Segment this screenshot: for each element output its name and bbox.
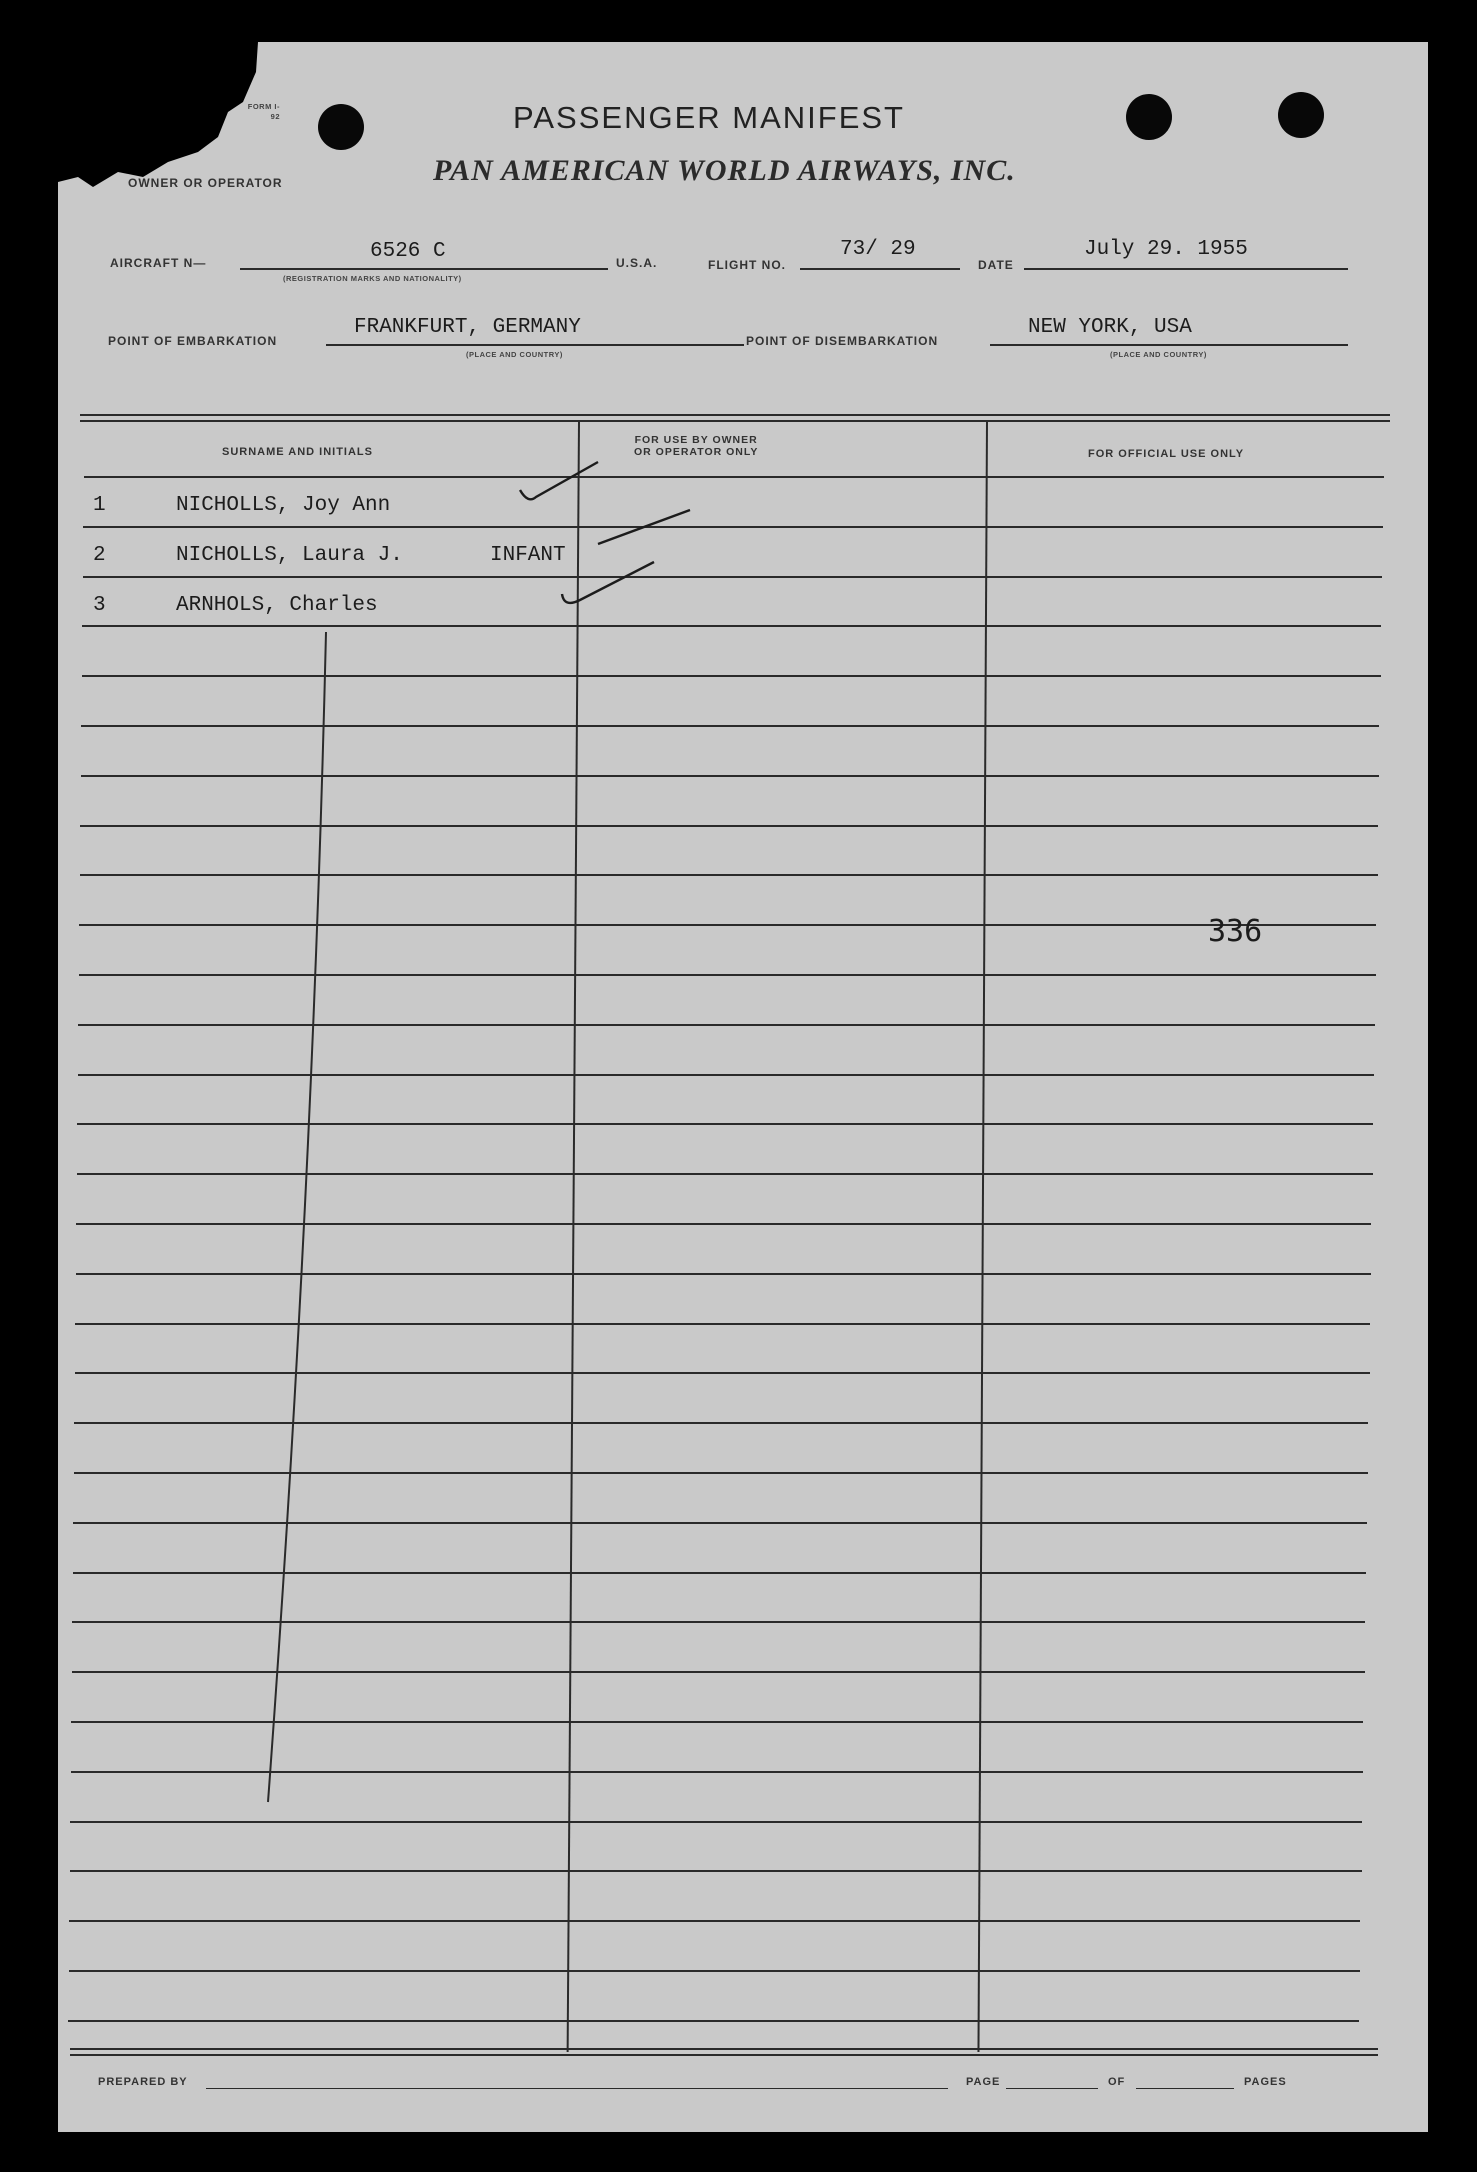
usa-label: U.S.A. — [616, 256, 658, 270]
row-3-name: ARNHOLS, Charles — [176, 594, 378, 617]
embark-label: POINT OF EMBARKATION — [108, 334, 278, 348]
pages-label: PAGES — [1244, 2076, 1287, 2088]
embark-value: FRANKFURT, GERMANY — [354, 316, 581, 339]
row-3-number: 3 — [93, 594, 106, 617]
owner-label: OWNER OR OPERATOR — [128, 176, 283, 190]
row-2-number: 2 — [93, 544, 106, 567]
row-1-name: NICHOLLS, Joy Ann — [176, 494, 391, 517]
manifest-sheet — [58, 42, 1428, 2132]
prepared-line — [206, 2088, 948, 2089]
page-line — [1006, 2088, 1098, 2089]
disembark-label: POINT OF DISEMBARKATION — [746, 334, 939, 348]
page-title: PASSENGER MANIFEST — [513, 100, 905, 135]
handwritten-vertical-line — [268, 632, 326, 1802]
registration-note: (REGISTRATION MARKS AND NATIONALITY) — [283, 274, 462, 283]
aircraft-value: 6526 C — [370, 240, 446, 263]
check-marks — [58, 42, 1428, 2132]
row-1-number: 1 — [93, 494, 106, 517]
aircraft-label: AIRCRAFT N— — [110, 256, 207, 270]
flight-value: 73/ 29 — [840, 238, 916, 261]
col3-header: FOR OFFICIAL USE ONLY — [1088, 448, 1245, 460]
disembark-note: (PLACE AND COUNTRY) — [1110, 350, 1207, 359]
stamp-number: 336 — [1208, 914, 1263, 949]
table-bottom-rule — [70, 2048, 1378, 2050]
dash-mark-2 — [598, 510, 690, 544]
date-value: July 29. 1955 — [1084, 238, 1248, 261]
disembark-value: NEW YORK, USA — [1028, 316, 1192, 339]
row-2-note: INFANT — [490, 544, 566, 567]
company-name: PAN AMERICAN WORLD AIRWAYS, INC. — [433, 154, 1016, 187]
col1-header: SURNAME AND INITIALS — [222, 446, 373, 458]
table-bottom-rule-2 — [70, 2054, 1378, 2056]
of-label: OF — [1108, 2076, 1126, 2088]
date-label: DATE — [978, 258, 1014, 272]
embark-note: (PLACE AND COUNTRY) — [466, 350, 563, 359]
page-label: PAGE — [966, 2076, 1001, 2088]
col2-header: FOR USE BY OWNER OR OPERATOR ONLY — [634, 434, 759, 458]
prepared-label: PREPARED BY — [98, 2076, 188, 2088]
check-mark-1 — [520, 462, 598, 499]
row-2-name: NICHOLLS, Laura J. — [176, 544, 403, 567]
flight-label: FLIGHT NO. — [708, 258, 786, 272]
check-mark-3 — [562, 562, 654, 603]
of-line — [1136, 2088, 1234, 2089]
form-code: FORM I- 92 — [247, 102, 280, 121]
